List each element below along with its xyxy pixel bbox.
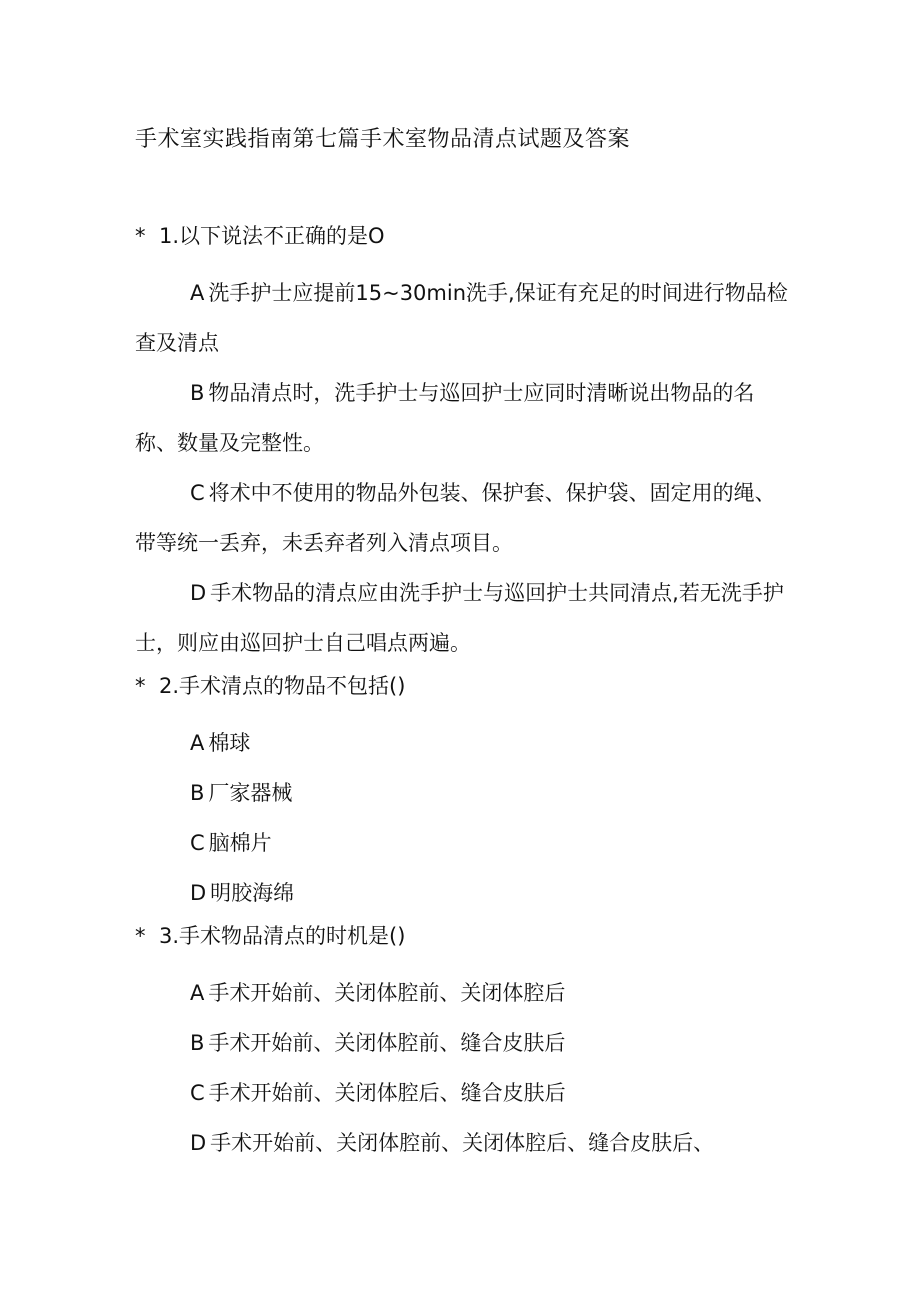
document-title: 手术室实践指南第七篇手术室物品清点试题及答案 xyxy=(135,127,631,152)
option-text: 棉球 xyxy=(208,731,251,755)
option-text: 手术物品的清点应由洗手护士与巡回护士共同清点,若无洗手护士，则应由巡回护士自己唱点两遍。 xyxy=(135,581,784,655)
question-stem xyxy=(135,668,790,718)
question-stem xyxy=(135,218,790,268)
question-2 xyxy=(135,668,790,918)
option-d xyxy=(135,568,790,668)
question-3 xyxy=(135,918,790,1168)
option-text: 脑棉片 xyxy=(208,831,272,855)
option-text: 手术开始前、关闭体腔前、关闭体腔后、缝合皮肤后、 xyxy=(210,1131,715,1155)
option-text: 物品清点时，洗手护士与巡回护士应同时清晰说出物品的名称、数量及完整性。 xyxy=(135,381,755,455)
question-stem xyxy=(135,918,790,968)
option-b xyxy=(135,1018,790,1068)
option-text: 明胶海绵 xyxy=(210,881,295,905)
option-a xyxy=(135,968,790,1018)
option-c xyxy=(135,818,790,868)
option-text: 手术开始前、关闭体腔前、缝合皮肤后 xyxy=(208,1031,566,1055)
question-list xyxy=(135,218,790,1168)
option-letter: B xyxy=(190,381,205,405)
option-c xyxy=(135,1068,790,1118)
option-text: 厂家器械 xyxy=(208,781,293,805)
option-letter: C xyxy=(190,831,205,855)
option-b xyxy=(135,768,790,818)
option-d xyxy=(135,868,790,918)
option-text: 手术开始前、关闭体腔前、关闭体腔后 xyxy=(208,981,566,1005)
option-b xyxy=(135,368,790,468)
option-letter: B xyxy=(190,781,205,805)
option-text: 洗手护士应提前15~30min洗手,保证有充足的时间进行物品检查及清点 xyxy=(135,281,788,355)
question-text: 1.以下说法不正确的是O xyxy=(159,224,385,248)
question-text: 2.手术清点的物品不包括() xyxy=(159,674,406,698)
option-letter: D xyxy=(190,581,207,605)
option-letter: C xyxy=(190,1081,205,1105)
option-text: 手术开始前、关闭体腔后、缝合皮肤后 xyxy=(208,1081,566,1105)
question-marker: * xyxy=(135,224,146,248)
option-letter: B xyxy=(190,1031,205,1055)
question-marker: * xyxy=(135,674,146,698)
option-letter: A xyxy=(190,981,205,1005)
option-a xyxy=(135,718,790,768)
option-letter: A xyxy=(190,731,205,755)
question-1 xyxy=(135,218,790,668)
option-d xyxy=(135,1118,790,1168)
option-letter: D xyxy=(190,1131,207,1155)
option-letter: D xyxy=(190,881,207,905)
option-a xyxy=(135,268,790,368)
question-marker: * xyxy=(135,924,146,948)
option-c xyxy=(135,468,790,568)
question-text: 3.手术物品清点的时机是() xyxy=(159,924,406,948)
option-text: 将术中不使用的物品外包装、保护套、保护袋、固定用的绳、带等统一丢弃，未丢弃者列入清点项目。 xyxy=(135,481,776,555)
option-letter: A xyxy=(190,281,205,305)
option-letter: C xyxy=(190,481,205,505)
